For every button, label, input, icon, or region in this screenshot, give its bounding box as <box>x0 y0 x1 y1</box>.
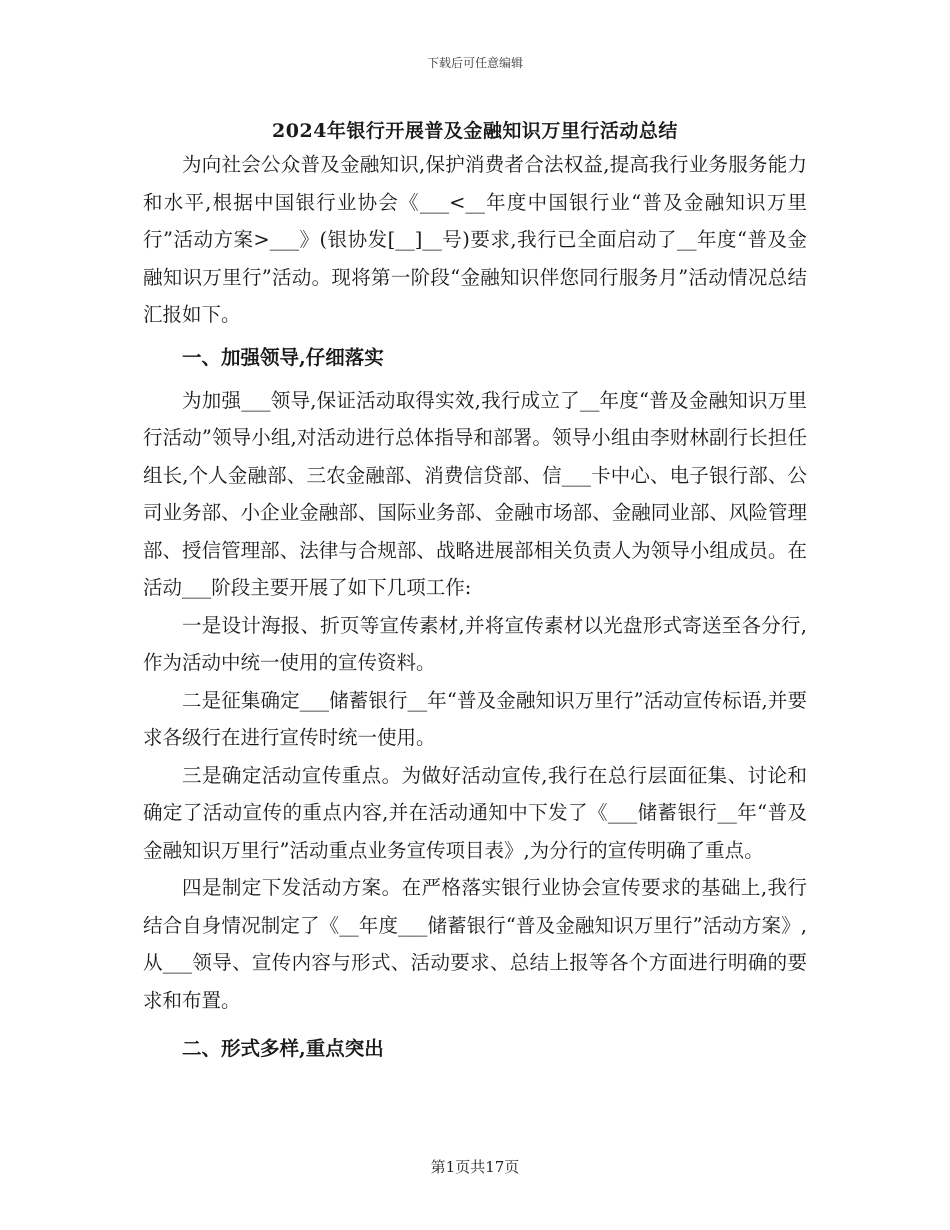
intro-paragraph: 为向社会公众普及金融知识,保护消费者合法权益,提高我行业务服务能力和水平,根据中国银行业协会《___<__年度中国银行业“普及金融知识万里行”活动方案>___》(银协发[__]__号)要求,我行已全面启动了__年度“普及金融知识万里行”活动。现将第一阶段“金融知识伴您同行服务月”活动情况总结汇报如下。 <box>143 153 807 326</box>
document-body <box>143 146 807 1073</box>
page-number: 第1页共17页 <box>430 1158 520 1176</box>
work-item-2: 二是征集确定___储蓄银行__年“普及金融知识万里行”活动宣传标语,并要求各级行在进行宣传时统一使用。 <box>143 688 807 749</box>
work-item-4: 四是制定下发活动方案。在严格落实银行业协会宣传要求的基础上,我行结合自身情况制定了《__年度___储蓄银行“普及金融知识万里行”活动方案》,从___领导、宣传内容与形式、活动要求、总结上报等各个方面进行明确的要求和布置。 <box>143 876 807 1012</box>
work-item-1: 一是设计海报、折页等宣传素材,并将宣传素材以光盘形式寄送至各分行,作为活动中统一使用的宣传资料。 <box>143 613 807 674</box>
document-title: 2024年银行开展普及金融知识万里行活动总结 <box>272 120 678 142</box>
section-heading-2: 二、形式多样,重点突出 <box>182 1037 384 1060</box>
section1-paragraph: 为加强___领导,保证活动取得实效,我行成立了__年度“普及金融知识万里行活动”领导小组,对活动进行总体指导和部署。领导小组由李财林副行长担任组长,个人金融部、三农金融部、消费信贷部、信___卡中心、电子银行部、公司业务部、小企业金融部、国际业务部、金融市场部、金融同业部、风险管理部、授信管理部、法律与合规部、战略进展部相关负责人为领导小组成员。在活动___阶段主要开展了如下几项工作: <box>143 388 807 599</box>
section-heading-1: 一、加强领导,仔细落实 <box>182 345 384 369</box>
work-item-3: 三是确定活动宣传重点。为做好活动宣传,我行在总行层面征集、讨论和确定了活动宣传的重点内容,并在活动通知中下发了《___储蓄银行__年“普及金融知识万里行”活动重点业务宣传项目表》,为分行的宣传明确了重点。 <box>143 763 807 862</box>
header-note: 下载后可任意编辑 <box>426 56 523 70</box>
